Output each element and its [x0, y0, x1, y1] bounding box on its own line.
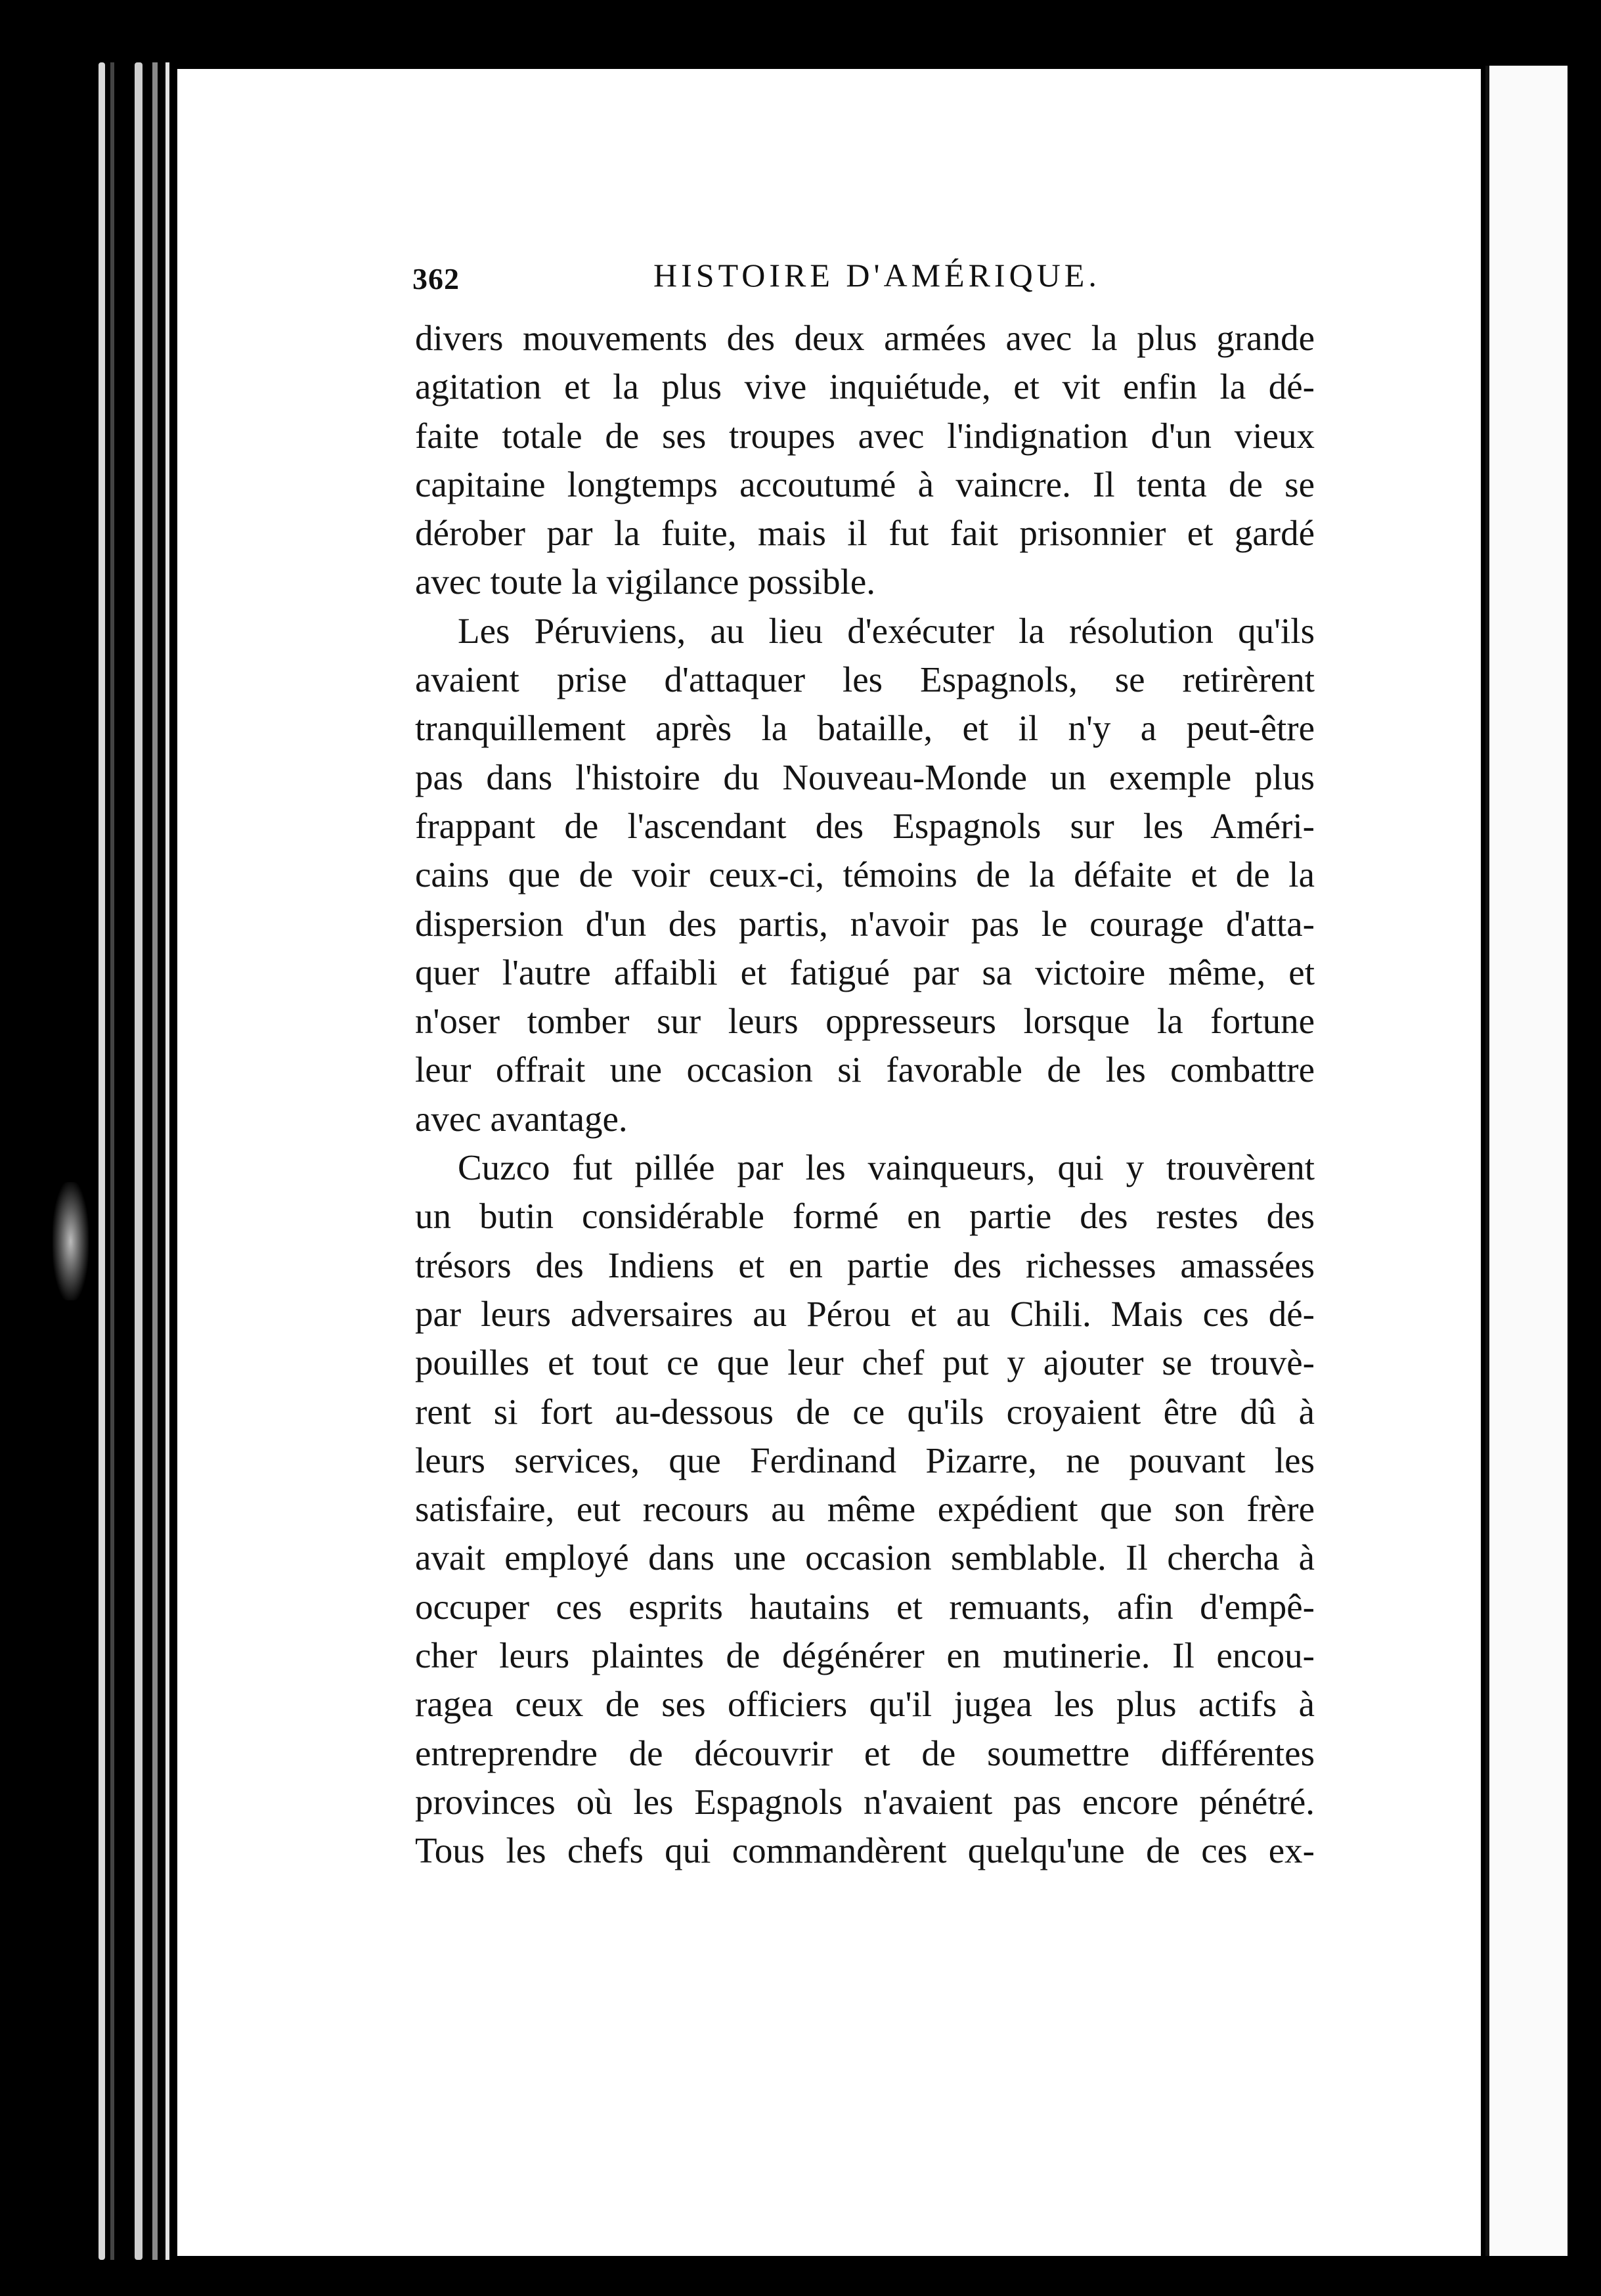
- text-line: pouilles et tout ce que leur chef put y ajouter se trouvè-: [415, 1342, 1315, 1383]
- next-leaf-edge: [1485, 66, 1571, 2256]
- text-line: avaient prise d'attaquer les Espagnols, se retirèrent: [415, 659, 1315, 700]
- text-line: leurs services, que Ferdinand Pizarre, ne pouvant les: [415, 1440, 1315, 1480]
- text-line: cains que de voir ceux-ci, témoins de la défaite et de la: [415, 854, 1315, 895]
- text-line: avec toute la vigilance possible.: [415, 562, 876, 602]
- text-line: cher leurs plaintes de dégénérer en mutinerie. Il encou-: [415, 1635, 1315, 1676]
- text-line: faite totale de ses troupes avec l'indignation d'un vieux: [415, 415, 1315, 456]
- page-number: 362: [412, 262, 460, 296]
- text-line: Tous les chefs qui commandèrent quelqu'une de ces ex-: [415, 1830, 1315, 1871]
- text-line: leur offrait une occasion si favorable de les combattre: [415, 1049, 1315, 1090]
- running-head: HISTOIRE D'AMÉRIQUE.: [653, 257, 1101, 294]
- book-edge: [165, 62, 169, 2260]
- text-line: capitaine longtemps accoutumé à vaincre. Il tenta de se: [415, 464, 1315, 504]
- text-line: ragea ceux de ses officiers qu'il jugea les plus actifs à: [415, 1684, 1315, 1725]
- text-line: pas dans l'histoire du Nouveau-Monde un exemple plus: [415, 757, 1315, 797]
- text-line: n'oser tomber sur leurs oppresseurs lorsque la fortune: [415, 1001, 1315, 1042]
- body-text: [415, 314, 1315, 1876]
- text-line: un butin considérable formé en partie des restes des: [415, 1196, 1315, 1237]
- paragraph: [415, 1143, 1315, 1875]
- text-line: par leurs adversaires au Pérou et au Chili. Mais ces dé-: [415, 1293, 1315, 1334]
- text-line: avait employé dans une occasion semblable. Il chercha à: [415, 1537, 1315, 1578]
- page-header: [240, 256, 1304, 302]
- text-line: entreprendre de découvrir et de soumettre différentes: [415, 1733, 1315, 1773]
- text-line: dispersion d'un des partis, n'avoir pas le courage d'atta-: [415, 903, 1315, 944]
- book-edge: [99, 62, 105, 2260]
- text-line: satisfaire, eut recours au même expédient que son frère: [415, 1489, 1315, 1530]
- text-line: tranquillement après la bataille, et il n'y a peut-être: [415, 708, 1315, 749]
- page-shadow: [1568, 66, 1601, 2256]
- paragraph: [415, 314, 1315, 607]
- text-line: occuper ces esprits hautains et remuants, afin d'empê-: [415, 1586, 1315, 1627]
- text-line: avec avantage.: [415, 1098, 628, 1139]
- text-line: quer l'autre affaibli et fatigué par sa victoire même, et: [415, 952, 1315, 992]
- book-edge: [152, 62, 158, 2260]
- text-line: dérober par la fuite, mais il fut fait prisonnier et gardé: [415, 513, 1315, 554]
- text-line: agitation et la plus vive inquiétude, et vit enfin la dé-: [415, 366, 1315, 407]
- text-line: rent si fort au-dessous de ce qu'ils croyaient être dû à: [415, 1391, 1315, 1432]
- binding-mark: [53, 1182, 89, 1300]
- text-line: trésors des Indiens et en partie des richesses amassées: [415, 1245, 1315, 1285]
- text-line: divers mouvements des deux armées avec la plus grande: [415, 318, 1315, 358]
- paragraph: [415, 607, 1315, 1143]
- text-line: Cuzco fut pillée par les vainqueurs, qui y trouvèrent: [458, 1147, 1315, 1188]
- text-line: provinces où les Espagnols n'avaient pas encore pénétré.: [415, 1781, 1315, 1822]
- book-edge: [135, 62, 143, 2260]
- text-line: Les Péruviens, au lieu d'exécuter la résolution qu'ils: [458, 610, 1315, 651]
- text-line: frappant de l'ascendant des Espagnols sur les Améri-: [415, 805, 1315, 846]
- book-edge: [110, 62, 114, 2260]
